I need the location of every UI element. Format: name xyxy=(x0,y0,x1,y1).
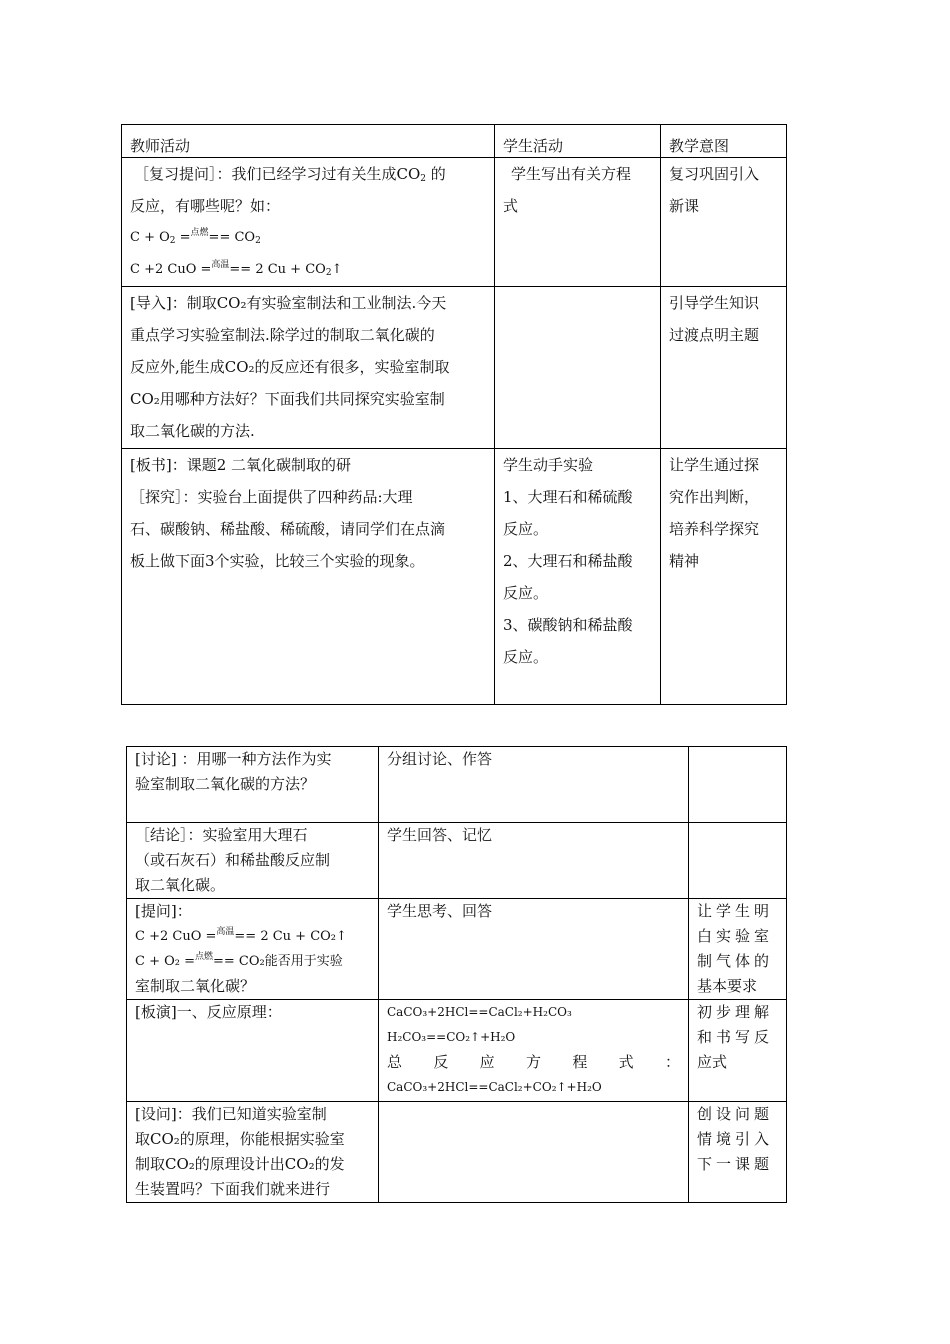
student-cell-explore: 学生动手实验 1、大理石和稀硫酸 反应。 2、大理石和稀盐酸 反应。 3、碳酸钠和稀盐酸 反应。 xyxy=(495,449,661,705)
lesson-table-2 xyxy=(126,746,787,1203)
student-cell-question: 学生思考、回答 xyxy=(379,899,689,1000)
student-cell-intro xyxy=(495,287,661,449)
header-teaching-intent: 教学意图 xyxy=(661,125,787,158)
teacher-cell-explore: [板书]：课题2 二氧化碳制取的研 ［探究］：实验台上面提供了四种药品:大理 石、碳酸钠、稀盐酸、稀硫酸，请同学们在点滴 板上做下面3个实验，比较三个实验的现象。 xyxy=(122,449,495,705)
teacher-cell-question: [提问]： C +2 CuO =$^{高温}$== 2 Cu + CO₂↑ C + O₂ =$^{点燃}$== CO₂能否用于实验 室制取二氧化碳？ xyxy=(127,899,379,1000)
teacher-cell-demo: [板演]一、反应原理： xyxy=(127,1000,379,1102)
student-cell-demo xyxy=(379,1000,689,1102)
table-row xyxy=(127,1102,787,1203)
table-row xyxy=(122,158,787,287)
student-cell-discussion: 分组讨论、作答 xyxy=(379,747,689,823)
intent-cell-question: 让学生明 白实验室 制气体的 基本要求 xyxy=(689,899,787,1000)
student-cell-review: 学生写出有关方程 式 xyxy=(495,158,661,287)
teacher-cell-intro: [导入]：制取CO₂有实验室制法和工业制法.今天 重点学习实验室制法.除学过的制取二氧化碳的 反应外,能生成CO₂的反应还有很多，实验室制取 CO₂用哪种方法好？下面我们共同探究实验室制 取二氧化碳的方法. xyxy=(122,287,495,449)
equation-carbon-copper-oxide: C +2 CuO =$^{高温}$== 2 $Cu + CO_2↑$ xyxy=(130,260,343,278)
equation-carbon-oxygen: $C + O_2 =^{点燃}== CO_2$ xyxy=(130,228,261,246)
equation-total: CaCO₃+2HCl==CaCl₂+CO₂↑+H₂O xyxy=(387,1080,602,1094)
table-row xyxy=(127,1000,787,1102)
table-row xyxy=(127,823,787,899)
equation-carbon-copper-oxide: C +2 CuO =$^{高温}$== 2 Cu + CO₂↑ xyxy=(135,927,347,944)
table-row xyxy=(127,899,787,1000)
intent-cell-explore: 让学生通过探 究作出判断， 培养科学探究 精神 xyxy=(661,449,787,705)
intent-cell-demo: 初步理解 和书写反 应式 xyxy=(689,1000,787,1102)
teacher-cell-conclusion: ［结论］：实验室用大理石 （或石灰石）和稀盐酸反应制 取二氧化碳。 xyxy=(127,823,379,899)
intent-cell-inquiry: 创设问题 情境引入 下一课题 xyxy=(689,1102,787,1203)
lesson-table-1 xyxy=(121,124,787,705)
header-student-activity: 学生活动 xyxy=(495,125,661,158)
header-teacher-activity: 教师活动 xyxy=(122,125,495,158)
teacher-cell-inquiry: [设问]：我们已知道实验室制 取CO₂的原理，你能根据实验室 制取CO₂的原理设计出CO₂的发 生装置吗？下面我们就来进行 xyxy=(127,1102,379,1203)
total-equation-label: 总 反 应 方 程 式 ： xyxy=(387,1053,680,1071)
header-row xyxy=(122,125,787,158)
intent-cell-intro: 引导学生知识 过渡点明主题 xyxy=(661,287,787,449)
intent-cell-review: 复习巩固引入 新课 xyxy=(661,158,787,287)
student-cell-inquiry xyxy=(379,1102,689,1203)
table-row xyxy=(127,747,787,823)
intent-cell-conclusion xyxy=(689,823,787,899)
student-cell-conclusion: 学生回答、记忆 xyxy=(379,823,689,899)
teacher-cell-discussion: [讨论] ：用哪一种方法作为实 验室制取二氧化碳的方法？ xyxy=(127,747,379,823)
table-row xyxy=(122,287,787,449)
equation-carbon-oxygen: C + O₂ =$^{点燃}$== CO₂能否用于实验 xyxy=(135,952,343,969)
equation-h2co3: H₂CO₃==CO₂↑+H₂O xyxy=(387,1030,516,1044)
intent-cell-discussion xyxy=(689,747,787,823)
table-row xyxy=(122,449,787,705)
teacher-cell-review: ［复习提问］：我们已经学习过有关生成$CO_2$ 的 反应，有哪些呢？如： $C + O_2 =^{点燃}== CO_2$ C +2 CuO =$^{高温}$== 2 $Cu + CO_2↑$ xyxy=(122,158,495,287)
equation-caco3-hcl: CaCO₃+2HCl==CaCl₂+H₂CO₃ xyxy=(387,1005,572,1019)
